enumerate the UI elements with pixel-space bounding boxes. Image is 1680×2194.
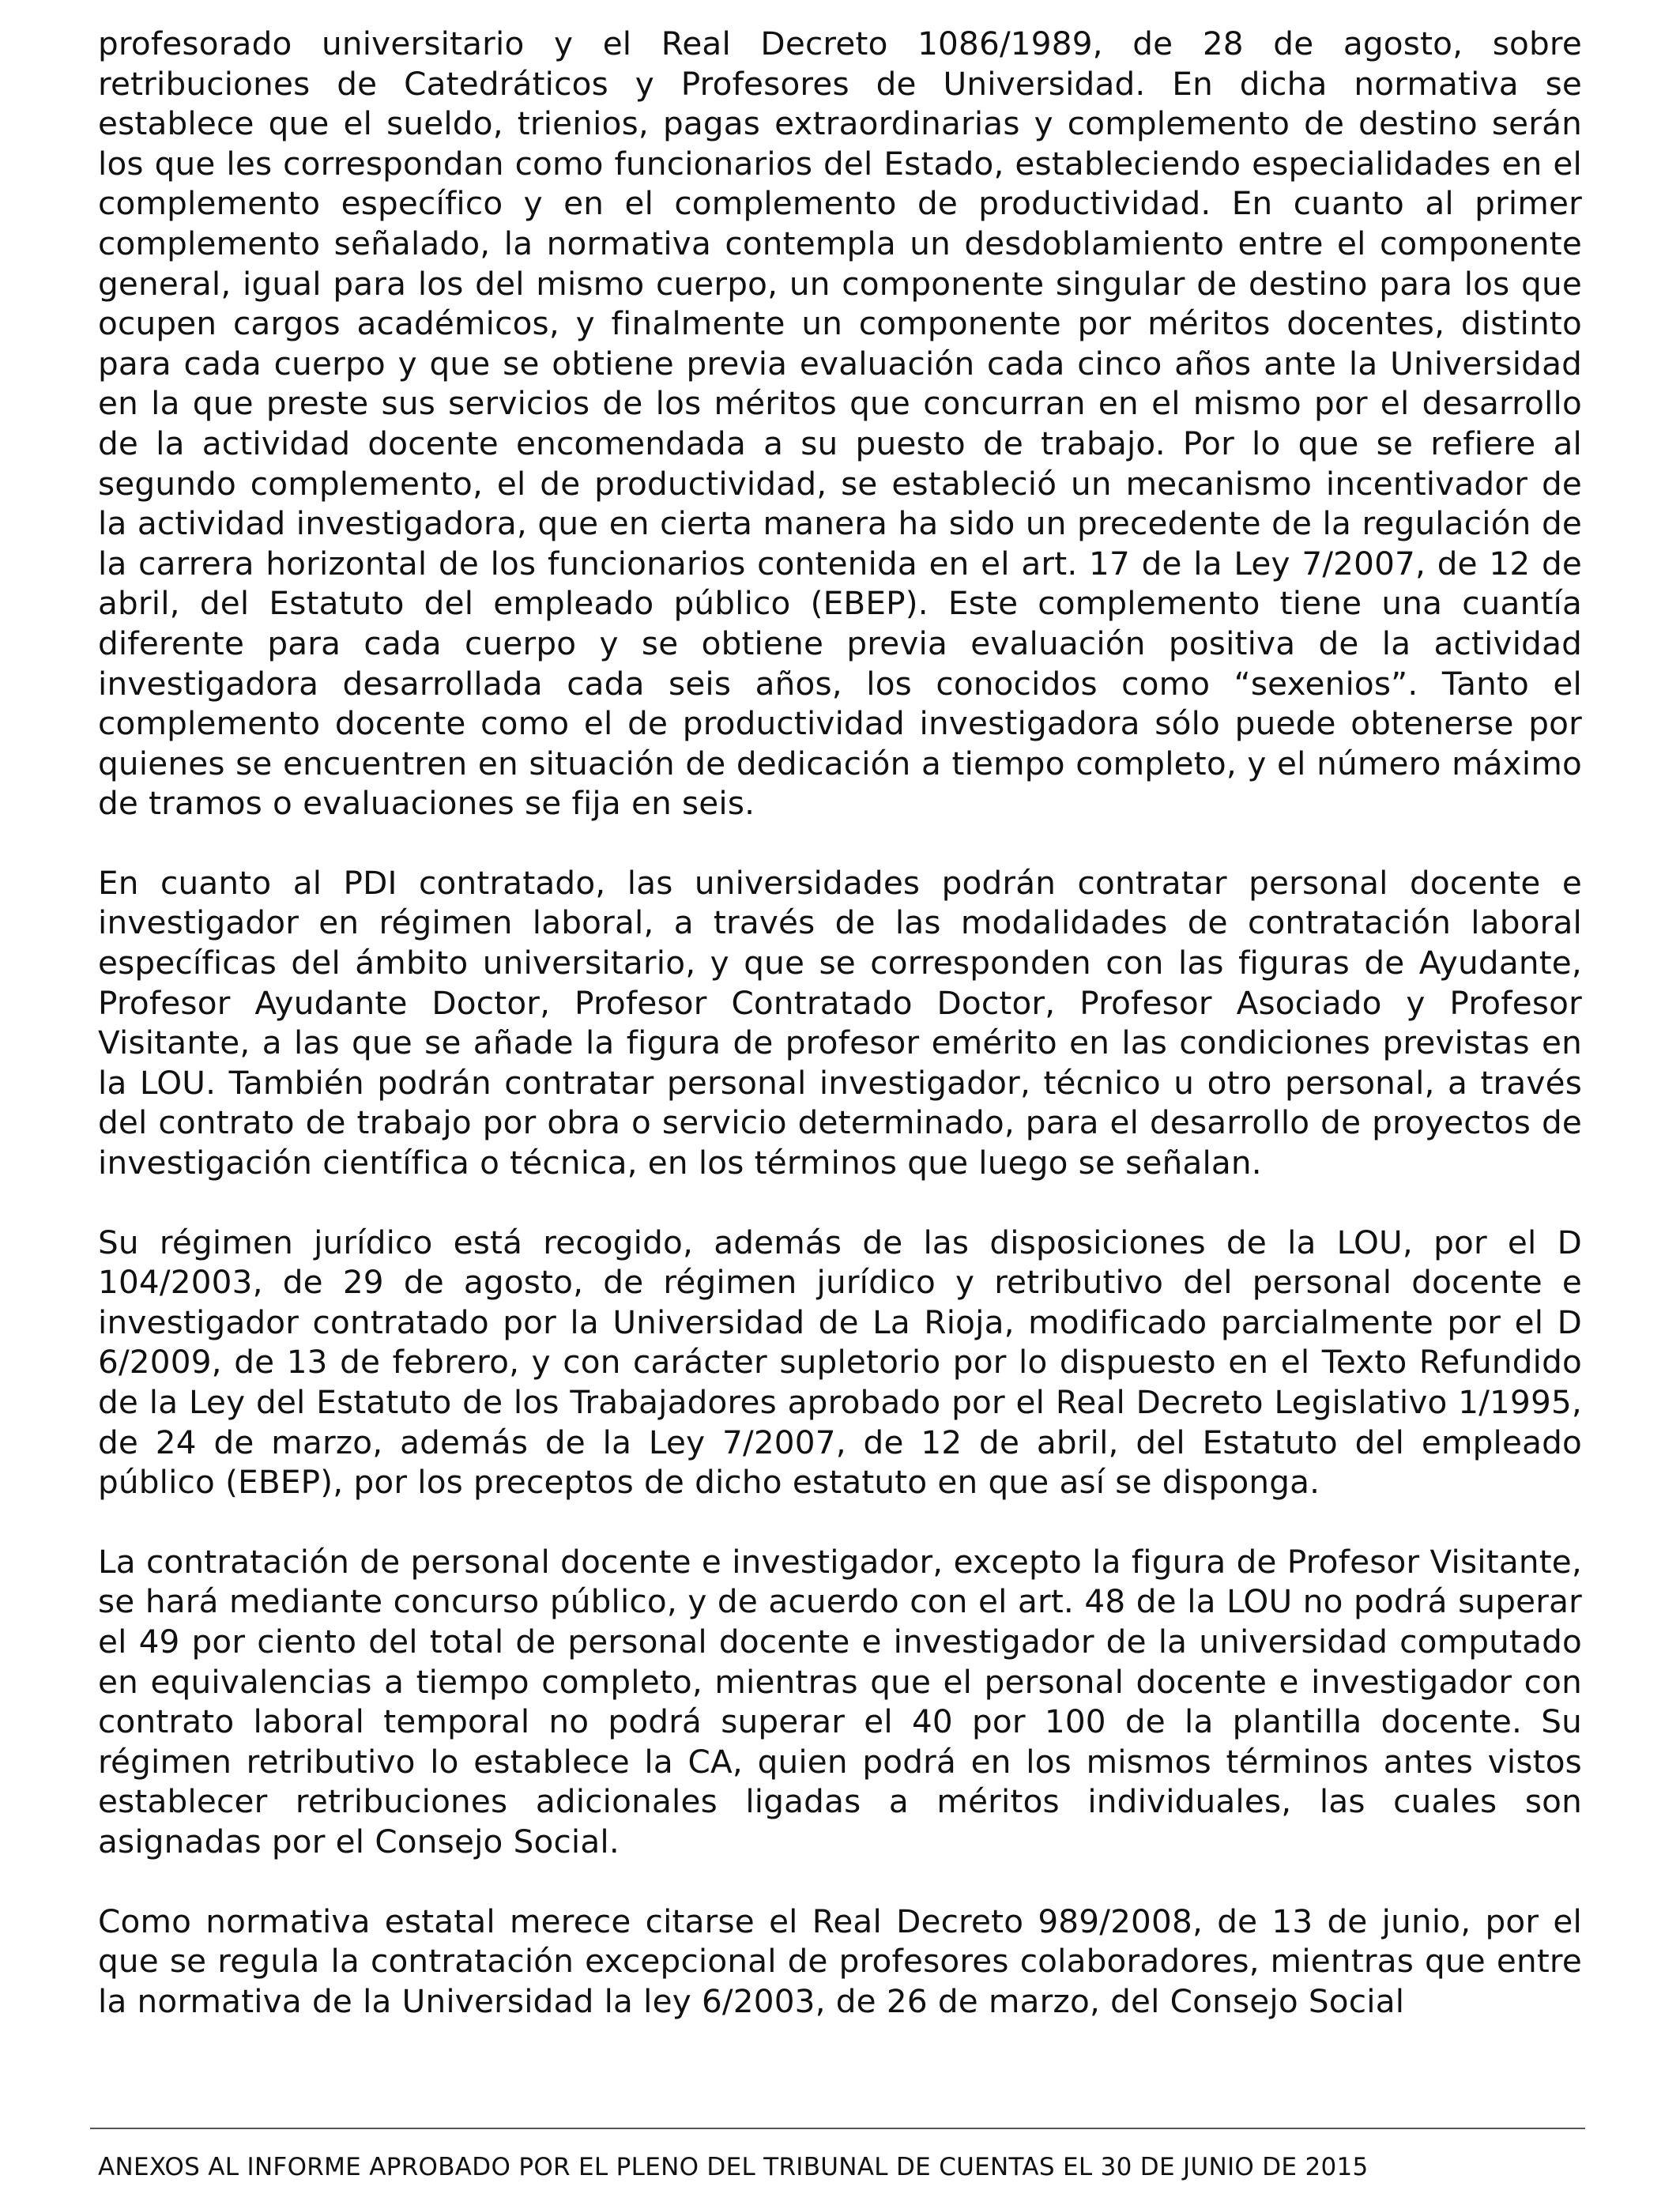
- paragraph-1: profesorado universitario y el Real Decreto 1086/1989, de 28 de agosto, sobre retribuciones de Catedráticos y Profesores de Universidad. En dicha normativa se establece que el sueldo, trienios, pagas extraordinarias y complemento de destino serán los que les correspondan como funcionarios del Estado, estableciendo especialidades en el complemento específico y en el complemento de productividad. En cuanto al primer complemento señalado, la normativa contempla un desdoblamiento entre el componente general, igual para los del mismo cuerpo, un componente singular de destino para los que ocupen cargos académicos, y finalmente un componente por méritos docentes, distinto para cada cuerpo y que se obtiene previa evaluación cada cinco años ante la Universidad en la que preste sus servicios de los méritos que concurran en el mismo por el desarrollo de la actividad docente encomendada a su puesto de trabajo. Por lo que se refiere al segundo complemento, el de productividad, se estableció un mecanismo incentivador de la actividad investigadora, que en cierta manera ha sido un precedente de la regulación de la carrera horizontal de los funcionarios contenida en el art. 17 de la Ley 7/2007, de 12 de abril, del Estatuto del empleado público (EBEP). Este complemento tiene una cuantía diferente para cada cuerpo y se obtiene previa evaluación positiva de la actividad investigadora desarrollada cada seis años, los conocidos como “sexenios”. Tanto el complemento docente como el de productividad investigadora sólo puede obtenerse por quienes se encuentren en situación de dedicación a tiempo completo, y el número máximo de tramos o evaluaciones se fija en seis.: [98, 25, 1582, 823]
- paragraph-5: Como normativa estatal merece citarse el Real Decreto 989/2008, de 13 de junio, por el que se regula la contratación excepcional de profesores colaboradores, mientras que entre la normativa de la Universidad la ley 6/2003, de 26 de marzo, del Consejo Social: [98, 1902, 1582, 2020]
- paragraph-3: Su régimen jurídico está recogido, además de las disposiciones de la LOU, por el D 104/2003, de 29 de agosto, de régimen jurídico y retributivo del personal docente e investigador contratado por la Universidad de La Rioja, modificado parcialmente por el D 6/2009, de 13 de febrero, y con carácter supletorio por lo dispuesto en el Texto Refundido de la Ley del Estatuto de los Trabajadores aprobado por el Real Decreto Legislativo 1/1995, de 24 de marzo, además de la Ley 7/2007, de 12 de abril, del Estatuto del empleado público (EBEP), por los preceptos de dicho estatuto en que así se disponga.: [98, 1223, 1582, 1502]
- paragraph-4: La contratación de personal docente e investigador, excepto la figura de Profesor Visitante, se hará mediante concurso público, y de acuerdo con el art. 48 de la LOU no podrá superar el 49 por ciento del total de personal docente e investigador de la universidad computado en equivalencias a tiempo completo, mientras que el personal docente e investigador con contrato laboral temporal no podrá superar el 40 por 100 de la plantilla docente. Su régimen retributivo lo establece la CA, quien podrá en los mismos términos antes vistos establecer retribuciones adicionales ligadas a méritos individuales, las cuales son asignadas por el Consejo Social.: [98, 1542, 1582, 1860]
- document-body: [98, 24, 1582, 2060]
- paragraph-2: En cuanto al PDI contratado, las universidades podrán contratar personal docente e investigador en régimen laboral, a través de las modalidades de contratación laboral específicas del ámbito universitario, y que se corresponden con las figuras de Ayudante, Profesor Ayudante Doctor, Profesor Contratado Doctor, Profesor Asociado y Profesor Visitante, a las que se añade la figura de profesor emérito en las condiciones previstas en la LOU. También podrán contratar personal investigador, técnico u otro personal, a través del contrato de trabajo por obra o servicio determinado, para el desarrollo de proyectos de investigación científica o técnica, en los términos que luego se señalan.: [98, 863, 1582, 1182]
- footer-text: ANEXOS AL INFORME APROBADO POR EL PLENO DEL TRIBUNAL DE CUENTAS EL 30 DE JUNIO DE 2015: [98, 2153, 1369, 2181]
- footer-divider: [90, 2128, 1585, 2129]
